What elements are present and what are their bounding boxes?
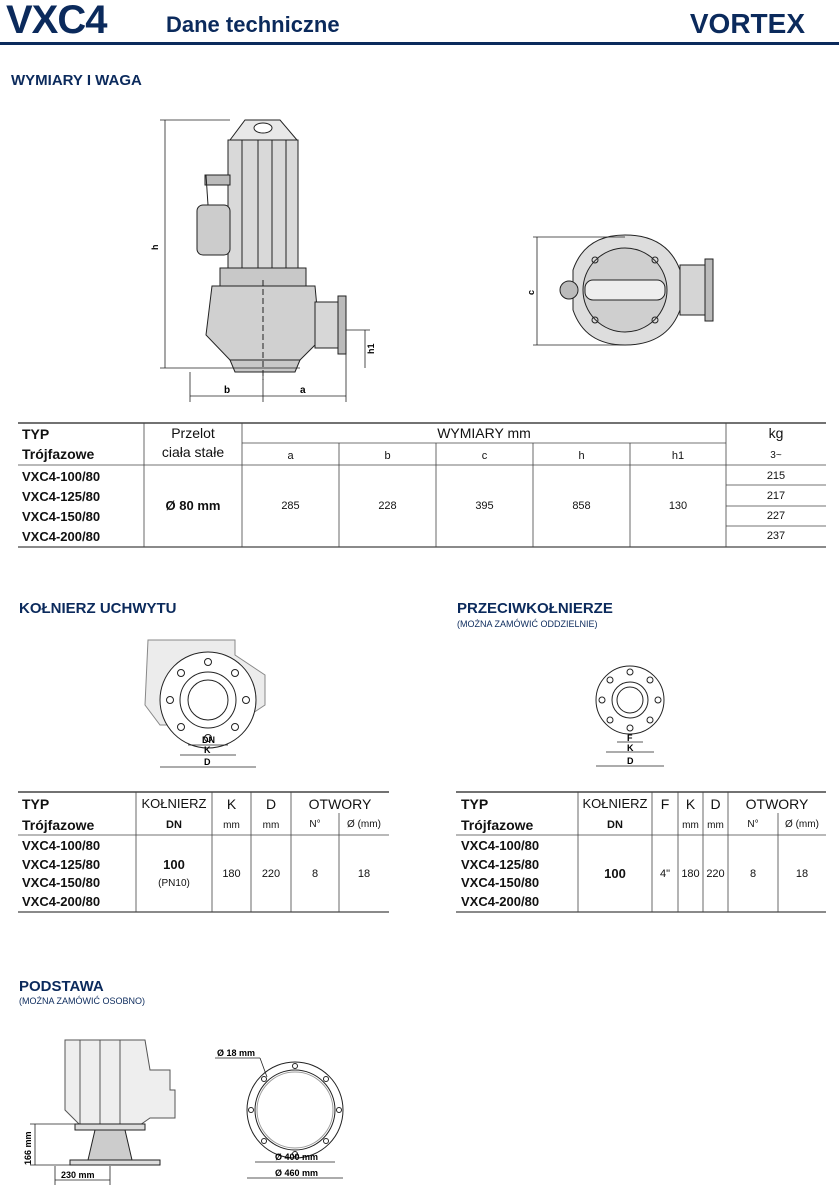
dim-a-label: a bbox=[300, 385, 306, 396]
page-subtitle: Dane techniczne bbox=[166, 12, 340, 37]
t3-typ: TYP bbox=[461, 796, 489, 812]
t3-n-value: 8 bbox=[749, 868, 757, 880]
t3-otwory: OTWORY bbox=[745, 796, 809, 812]
t1-model-4: VXC4-200/80 bbox=[22, 529, 101, 544]
t1-val-h: 858 bbox=[572, 500, 591, 512]
t1-model-3: VXC4-150/80 bbox=[22, 509, 101, 524]
model-title: VXC4 bbox=[6, 0, 107, 42]
t2-dn: DN bbox=[166, 819, 182, 831]
dim-h-label: h bbox=[150, 244, 160, 250]
t2-n: N° bbox=[309, 819, 321, 830]
base-top-drawing bbox=[215, 1040, 360, 1190]
t3-model-2: VXC4-125/80 bbox=[461, 857, 540, 872]
t1-val-h1: 130 bbox=[668, 500, 688, 512]
t1-col-h1: h1 bbox=[671, 450, 685, 462]
dims-section-title: WYMIARY I WAGA bbox=[11, 72, 142, 89]
t3-kolnierz: KOŁNIERZ bbox=[582, 796, 648, 811]
t3-n: N° bbox=[747, 819, 759, 830]
t1-trojfazowe: Trójfazowe bbox=[22, 446, 95, 462]
t3-f: F bbox=[660, 796, 670, 812]
t3-phi: Ø (mm) bbox=[785, 819, 819, 830]
t3-model-3: VXC4-150/80 bbox=[461, 875, 540, 890]
t2-d-value: 220 bbox=[261, 868, 281, 880]
t3-trojfazowe: Trójfazowe bbox=[461, 817, 534, 833]
counter-section-note: (MOŻNA ZAMÓWIĆ ODDZIELNIE) bbox=[457, 619, 598, 629]
t1-val-b: 228 bbox=[378, 500, 397, 512]
t1-kg-1: 215 bbox=[766, 470, 786, 482]
t3-k-value: 180 bbox=[681, 868, 700, 880]
t2-typ: TYP bbox=[22, 796, 50, 812]
t3-dn-value: 100 bbox=[604, 866, 626, 881]
flange-section-title: KOŁNIERZ UCHWYTU bbox=[19, 600, 177, 617]
t2-otwory: OTWORY bbox=[308, 796, 372, 812]
t1-przelot-value: Ø 80 mm bbox=[165, 498, 221, 513]
base-section-note: (MOŻNA ZAMÓWIĆ OSOBNO) bbox=[19, 996, 145, 1006]
t1-col-b: b bbox=[384, 450, 391, 462]
pump-side-drawing bbox=[150, 110, 380, 410]
t1-col-h: h bbox=[578, 450, 585, 462]
base-inner-label: Ø 400 mm bbox=[275, 1152, 319, 1162]
t3-phi-value: 18 bbox=[795, 868, 809, 880]
counter-section-title: PRZECIWKOŁNIERZE bbox=[457, 600, 613, 617]
t1-przelot-2: ciała stałe bbox=[161, 444, 225, 460]
t3-dn: DN bbox=[607, 819, 623, 831]
t2-dn-value: 100 bbox=[163, 857, 185, 872]
t1-kg-3: 227 bbox=[766, 510, 786, 522]
t1-model-1: VXC4-100/80 bbox=[22, 469, 101, 484]
t2-model-1: VXC4-100/80 bbox=[22, 838, 101, 853]
t2-phi-value: 18 bbox=[357, 868, 371, 880]
t3-mm-1: mm bbox=[682, 820, 699, 831]
t2-trojfazowe: Trójfazowe bbox=[22, 817, 95, 833]
t1-przelot: Przelot bbox=[171, 425, 215, 441]
t2-model-2: VXC4-125/80 bbox=[22, 857, 101, 872]
t1-wymiary: WYMIARY mm bbox=[437, 425, 531, 441]
base-side-drawing bbox=[20, 1030, 190, 1190]
base-width-label: 230 mm bbox=[61, 1170, 95, 1180]
t3-model-4: VXC4-200/80 bbox=[461, 894, 540, 909]
t2-k: K bbox=[226, 796, 237, 812]
t1-phase: 3~ bbox=[770, 450, 782, 461]
dim-h1-label: h1 bbox=[366, 343, 376, 354]
t2-model-4: VXC4-200/80 bbox=[22, 894, 101, 909]
dim-b-label: b bbox=[224, 385, 231, 396]
counter-f-label: F bbox=[627, 733, 633, 743]
t1-typ: TYP bbox=[22, 426, 50, 442]
base-section-title: PODSTAWA bbox=[19, 978, 104, 995]
t1-val-a: 285 bbox=[281, 500, 300, 512]
t2-phi: Ø (mm) bbox=[347, 819, 381, 830]
t3-model-1: VXC4-100/80 bbox=[461, 838, 540, 853]
base-outer-label: Ø 460 mm bbox=[275, 1168, 319, 1178]
t1-col-c: c bbox=[481, 450, 488, 462]
t1-kg-2: 217 bbox=[766, 490, 786, 502]
t3-mm-2: mm bbox=[707, 820, 724, 831]
t2-mm-2: mm bbox=[262, 820, 280, 831]
brand-title: VORTEX bbox=[689, 8, 805, 39]
t2-n-value: 8 bbox=[311, 868, 319, 880]
t1-col-a: a bbox=[287, 450, 294, 462]
counter-d-label: D bbox=[627, 756, 634, 766]
counter-k-label: K bbox=[627, 743, 634, 753]
t1-kg-4: 237 bbox=[766, 530, 786, 542]
t3-f-value: 4" bbox=[659, 868, 671, 880]
t2-k-value: 180 bbox=[222, 868, 241, 880]
flange-dn-label: DN bbox=[202, 735, 215, 745]
t3-d-value: 220 bbox=[706, 868, 725, 880]
flange-d-label: D bbox=[204, 757, 211, 767]
t2-kolnierz: KOŁNIERZ bbox=[141, 796, 207, 811]
dim-c-label: c bbox=[526, 289, 536, 295]
t2-d: D bbox=[265, 796, 277, 812]
pump-top-drawing bbox=[525, 225, 725, 360]
t2-mm-1: mm bbox=[223, 820, 240, 831]
header-rule bbox=[0, 42, 839, 45]
t2-model-3: VXC4-150/80 bbox=[22, 875, 101, 890]
base-hole-label: Ø 18 mm bbox=[217, 1048, 256, 1058]
base-height-label: 166 mm bbox=[23, 1131, 33, 1165]
t3-k: K bbox=[685, 796, 696, 812]
t1-val-c: 395 bbox=[475, 500, 494, 512]
flange-drawing bbox=[140, 635, 280, 775]
t1-model-2: VXC4-125/80 bbox=[22, 489, 101, 504]
flange-k-label: K bbox=[204, 745, 211, 755]
t3-d: D bbox=[710, 796, 721, 812]
t2-pn: (PN10) bbox=[158, 878, 190, 889]
counter-flange-drawing bbox=[590, 660, 670, 775]
t1-kg: kg bbox=[768, 425, 784, 441]
